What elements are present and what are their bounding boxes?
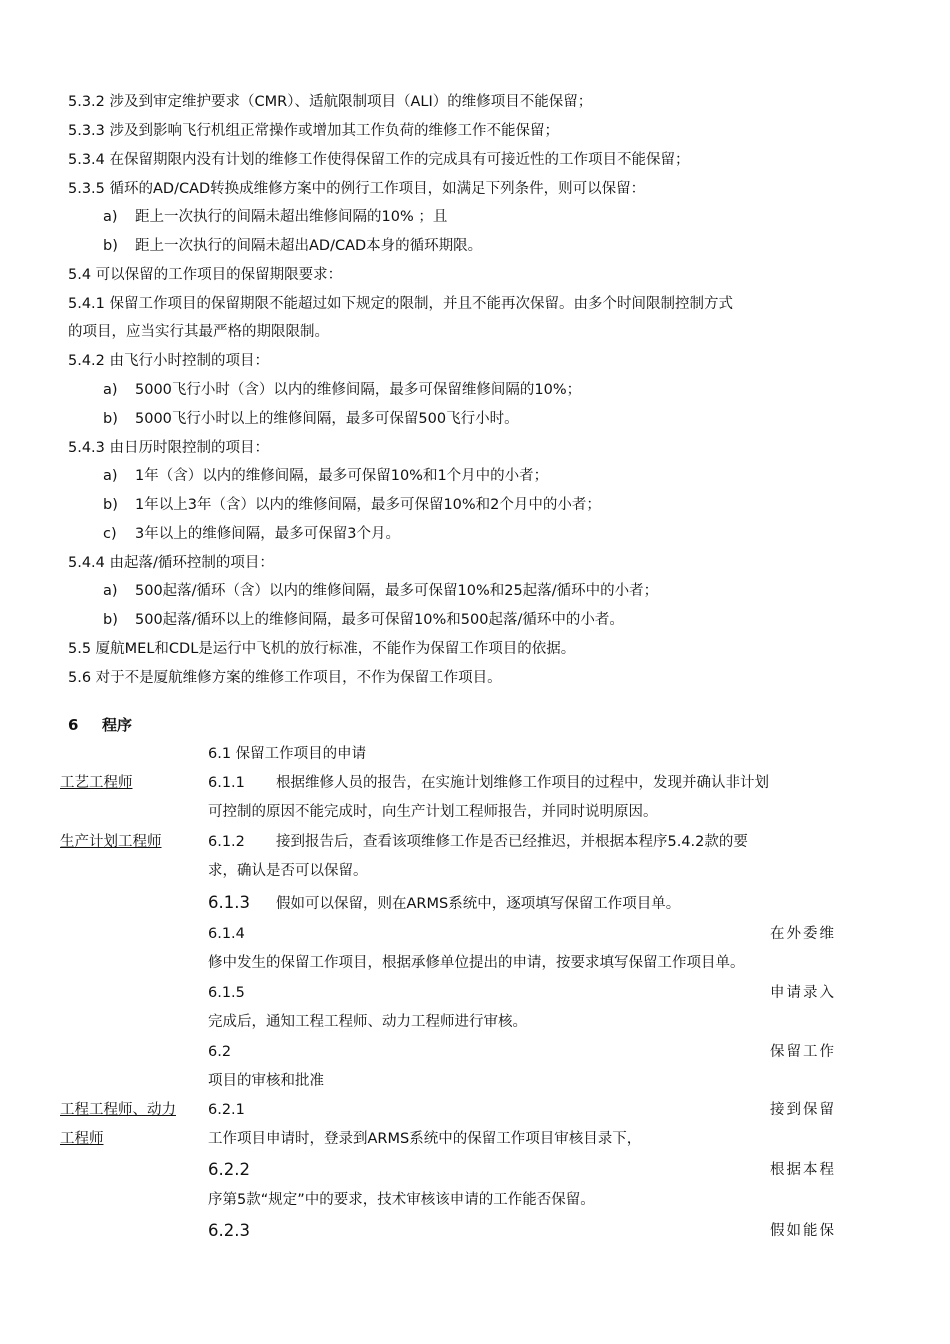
list-marker: a) <box>103 209 118 225</box>
role-engineering-engineer-continuation: 工程师 <box>60 1131 104 1147</box>
list-item <box>103 466 548 486</box>
clause-5-4-1-continuation: 的项目，应当实行其最严格的期限限制。 <box>68 324 329 340</box>
procedure-text: 根据维修人员的报告，在实施计划维修工作项目的过程中，发现并确认非计划 <box>276 775 769 791</box>
list-item <box>103 409 519 429</box>
procedure-text-right: 根据本程 <box>770 1162 836 1178</box>
procedure-text-right: 保留工作 <box>770 1044 836 1060</box>
list-text: 500起落/循环（含）以内的维修间隔，最多可保留10%和25起落/循环中的小者； <box>135 583 659 599</box>
clause-5-4-2: 5.4.2 由飞行小时控制的项目： <box>68 353 270 369</box>
procedure-number: 6.2.3 <box>208 1221 250 1240</box>
list-item <box>103 236 482 256</box>
procedure-text-right: 申请录入 <box>770 985 836 1001</box>
clause-5-3-4: 5.3.4 在保留期限内没有计划的维修工作使得保留工作的完成具有可接近性的工作项目不能保留； <box>68 152 690 168</box>
procedure-6-1-3 <box>208 893 680 914</box>
section-heading <box>68 714 132 735</box>
clause-5-4-4: 5.4.4 由起落/循环控制的项目： <box>68 555 274 571</box>
subsection-6-2-continuation: 项目的审核和批准 <box>208 1073 324 1089</box>
clause-5-3-3: 5.3.3 涉及到影响飞行机组正常操作或增加其工作负荷的维修工作不能保留； <box>68 123 560 139</box>
list-item <box>103 581 658 601</box>
list-text: 3年以上的维修间隔，最多可保留3个月。 <box>135 526 400 542</box>
procedure-6-1-5-continuation: 完成后，通知工程工程师、动力工程师进行审核。 <box>208 1014 527 1030</box>
procedure-number: 6.1.5 <box>208 985 245 1001</box>
list-marker: a) <box>103 583 118 599</box>
clause-5-6: 5.6 对于不是厦航维修方案的维修工作项目，不作为保留工作项目。 <box>68 670 502 686</box>
procedure-number: 6.2 <box>208 1044 232 1060</box>
list-item <box>103 524 400 544</box>
list-marker: b) <box>103 238 118 254</box>
list-marker: b) <box>103 497 118 513</box>
procedure-number: 6.2.2 <box>208 1160 250 1179</box>
role-engineering-engineer: 工程工程师、动力 <box>60 1102 176 1118</box>
procedure-6-2-1-continuation: 工作项目申请时，登录到ARMS系统中的保留工作项目审核目录下， <box>208 1131 642 1147</box>
procedure-6-1-2-continuation: 求，确认是否可以保留。 <box>208 863 368 879</box>
procedure-6-2-2-continuation: 序第5款“规定”中的要求，技术审核该申请的工作能否保留。 <box>208 1192 595 1208</box>
list-marker: b) <box>103 612 118 628</box>
procedure-6-1-5 <box>208 983 836 1003</box>
role-planning-engineer: 生产计划工程师 <box>60 834 162 850</box>
procedure-text: 接到报告后，查看该项维修工作是否已经推迟，并根据本程序5.4.2款的要 <box>276 834 748 850</box>
list-item <box>103 380 581 400</box>
procedure-number: 6.1.2 <box>208 834 245 850</box>
list-text: 1年（含）以内的维修间隔，最多可保留10%和1个月中的小者； <box>135 468 549 484</box>
clause-5-3-5: 5.3.5 循环的AD/CAD转换成维修方案中的例行工作项目，如满足下列条件，则可以保留： <box>68 181 646 197</box>
clause-5-4-3: 5.4.3 由日历时限控制的项目： <box>68 440 270 456</box>
list-text: 距上一次执行的间隔未超出维修间隔的10% ；且 <box>135 209 448 225</box>
procedure-text-right: 接到保留 <box>770 1102 836 1118</box>
procedure-text-right: 在外委维 <box>770 926 836 942</box>
procedure-number: 6.2.1 <box>208 1102 245 1118</box>
section-title: 程序 <box>102 716 133 734</box>
subsection-6-1-title: 6.1 保留工作项目的申请 <box>208 746 367 762</box>
procedure-6-2-3 <box>208 1221 836 1241</box>
list-marker: a) <box>103 468 118 484</box>
procedure-number: 6.1.1 <box>208 775 245 791</box>
list-marker: a) <box>103 382 118 398</box>
procedure-6-1-4 <box>208 924 836 944</box>
list-text: 5000飞行小时（含）以内的维修间隔，最多可保留维修间隔的10%； <box>135 382 582 398</box>
clause-5-4-1: 5.4.1 保留工作项目的保留期限不能超过如下规定的限制，并且不能再次保留。由多个时间限制控制方式 <box>68 296 733 312</box>
list-text: 距上一次执行的间隔未超出AD/CAD本身的循环期限。 <box>135 238 483 254</box>
procedure-6-2-2 <box>208 1160 836 1180</box>
list-marker: c) <box>103 526 117 542</box>
procedure-number: 6.1.3 <box>208 893 250 912</box>
procedure-6-1-1-continuation: 可控制的原因不能完成时，向生产计划工程师报告，并同时说明原因。 <box>208 804 658 820</box>
clause-5-4: 5.4 可以保留的工作项目的保留期限要求： <box>68 267 343 283</box>
procedure-text-right: 假如能保 <box>770 1223 836 1239</box>
list-text: 5000飞行小时以上的维修间隔，最多可保留500飞行小时。 <box>135 411 519 427</box>
list-text: 1年以上3年（含）以内的维修间隔，最多可保留10%和2个月中的小者； <box>135 497 601 513</box>
list-item <box>103 207 447 227</box>
procedure-number: 6.1.4 <box>208 926 245 942</box>
clause-5-5: 5.5 厦航MEL和CDL是运行中飞机的放行标准，不能作为保留工作项目的依据。 <box>68 641 576 657</box>
clause-5-3-2: 5.3.2 涉及到审定维护要求（CMR）、适航限制项目（ALI）的维修项目不能保留； <box>68 94 593 110</box>
subsection-6-2 <box>208 1042 836 1062</box>
list-item <box>103 495 601 515</box>
list-item <box>103 610 624 630</box>
role-craft-engineer: 工艺工程师 <box>60 775 133 791</box>
procedure-6-1-4-continuation: 修中发生的保留工作项目，根据承修单位提出的申请，按要求填写保留工作项目单。 <box>208 955 745 971</box>
section-number: 6 <box>68 716 79 734</box>
procedure-6-1-1 <box>208 773 769 793</box>
procedure-6-1-2 <box>208 832 748 852</box>
list-text: 500起落/循环以上的维修间隔，最多可保留10%和500起落/循环中的小者。 <box>135 612 624 628</box>
list-marker: b) <box>103 411 118 427</box>
procedure-6-2-1 <box>208 1100 836 1120</box>
procedure-text: 假如可以保留，则在ARMS系统中，逐项填写保留工作项目单。 <box>276 896 681 912</box>
